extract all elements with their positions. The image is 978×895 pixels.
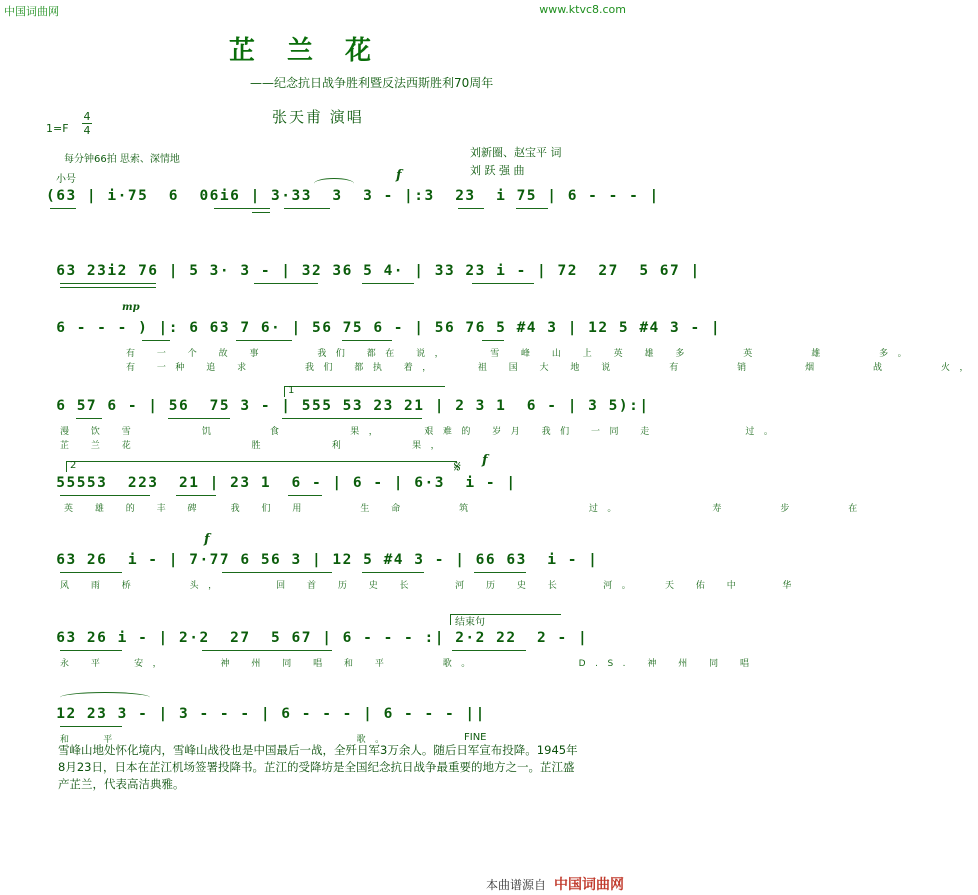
lyrics-verse-2: 芷 兰 花 胜 利 果， [60,441,450,451]
fine-mark: FINE [464,732,487,743]
dynamic-f: f [396,168,402,183]
beam [482,340,504,341]
lyrics-verse-1: 和 平 歌。 [60,735,394,745]
lyrics-verse-1: 英 雄 的 丰 碑 我 们 用 生 命 筑 过。 寿 步 在 [64,504,867,514]
beam [516,208,548,209]
beam [60,283,156,284]
tempo-marking: 每分钟66拍 思索、深情地 [64,154,180,165]
dynamic-f: f [204,532,210,547]
historical-note: 雪峰山地处怀化境内，雪峰山战役也是中国最后一战，全歼日军3万余人。随后日军宣布投降。1945年8月23日，日本在芷江机场签署投降书。芷江的受降坊是全国纪念抗日战争最重要的地方之一。芷江盛产芷兰，代表高洁典雅。 [58,743,578,791]
lyrics-verse-1: 风 雨 桥 头， 回 首 历 史 长 河 历 史 长 河。 天 佑 中 华 [60,581,801,591]
beam [284,208,330,209]
beam [60,287,156,288]
segno-icon: 𝄋 [454,457,461,476]
beam [176,495,216,496]
notation: 12 23 3 - | 3 - - - | 6 - - - | 6 - - - || [46,706,486,722]
staff-line-5 [46,453,867,535]
notation: 55553 223 21 | 23 1 6 - | 6 - | 6·3 i - | [46,475,517,491]
source-label: 本曲谱源自 [485,878,546,892]
beam [60,650,122,651]
notation: 6 57 6 - | 56 75 3 - | 555 53 23 21 | 2 3 1 6 - | 3 5):| [46,398,650,414]
site-url[interactable]: www.ktvc8.com [539,3,626,16]
beam [50,208,76,209]
beam [472,283,534,284]
ending-label: 结束句 [455,617,485,628]
beam [288,495,322,496]
song-subtitle: ——纪念抗日战争胜利暨反法西斯胜利70周年 [250,76,494,90]
beam [222,572,332,573]
volta-1-label: 1 [288,385,295,396]
beam [214,208,270,209]
lyrics-verse-2: 有 一种 追 求 我们 都执 着， 祖 国 大 地 说 有 销 烟 战 火， [126,363,978,373]
staff-line-6 [46,532,801,612]
beam [236,340,292,341]
lyrics-verse-1: 永 平 安， 神 州 同 唱 和 平 歌。 D.S. 神 州 同 唱 [60,659,759,669]
beam [168,418,230,419]
beam [254,283,318,284]
staff-line-2 [46,263,701,323]
beam [76,418,102,419]
lyrics-verse-1: 有 一 个 故 事 我们 都在 说， 雪 峰 山 上 英 雄 多 英 雄 多。 [126,349,917,359]
composer-credit: 刘 跃 强 曲 [470,164,525,177]
key-signature: 1=F [46,122,69,135]
beam [60,572,122,573]
notation: 63 26 i - | 7·77 6 56 3 | 12 5 #4 3 - | 66 63 i - | [46,552,599,568]
notation: 63 23i2 76 | 5 3· 3 - | 32 36 5 4· | 33 23 i - | 72 27 5 67 | [46,263,701,279]
beam [474,572,526,573]
slur [60,692,150,703]
beam [282,418,422,419]
beam [60,495,150,496]
time-signature [82,110,92,137]
time-top: 4 [83,110,91,123]
volta-bracket-1 [284,386,445,397]
lyrics-verse-1: 漫 饮 雪 饥 食 果， 艰难的 岁月 我们 一同 走 过。 [60,427,783,437]
site-logo-left[interactable]: 中国词曲网 [4,5,59,18]
beam [458,208,484,209]
staff-line-4 [46,385,783,458]
beam [252,212,270,213]
beam [362,572,424,573]
ending-bracket [450,614,561,628]
lyricist-credit: 刘新圈、赵宝平 词 [470,146,562,159]
beam [452,650,526,651]
slur [314,178,354,189]
staff-line-7 [46,617,759,690]
beam [342,340,392,341]
time-bottom: 4 [83,124,91,137]
beam [362,283,414,284]
beam [142,340,170,341]
beam [202,650,332,651]
notation: 6 - - - ) |: 6 63 7 6· | 56 75 6 - | 56 76 5 #4 3 | 12 5 #4 3 - | [46,320,722,336]
notation: (63 | i·75 6 06i6 | 3·33 3 3 - |:3 23 i 75 | 6 - - - | [46,188,660,204]
volta-bracket-2 [66,461,457,472]
instrument-label: 小号 [56,174,76,185]
song-title: 芷兰花 [228,36,403,66]
dynamic-f: f [482,453,488,468]
source-site-logo[interactable]: 中国词曲网 [554,877,624,893]
dynamic-mp: mp [122,302,140,313]
volta-2-label: 2 [70,460,77,471]
notation: 63 26 i - | 2·2 27 5 67 | 6 - - - :| 2·2 22 2 - | [46,630,589,646]
beam [60,726,122,727]
staff-line-3 [46,302,978,380]
singer: 张天甫 演唱 [272,108,364,126]
